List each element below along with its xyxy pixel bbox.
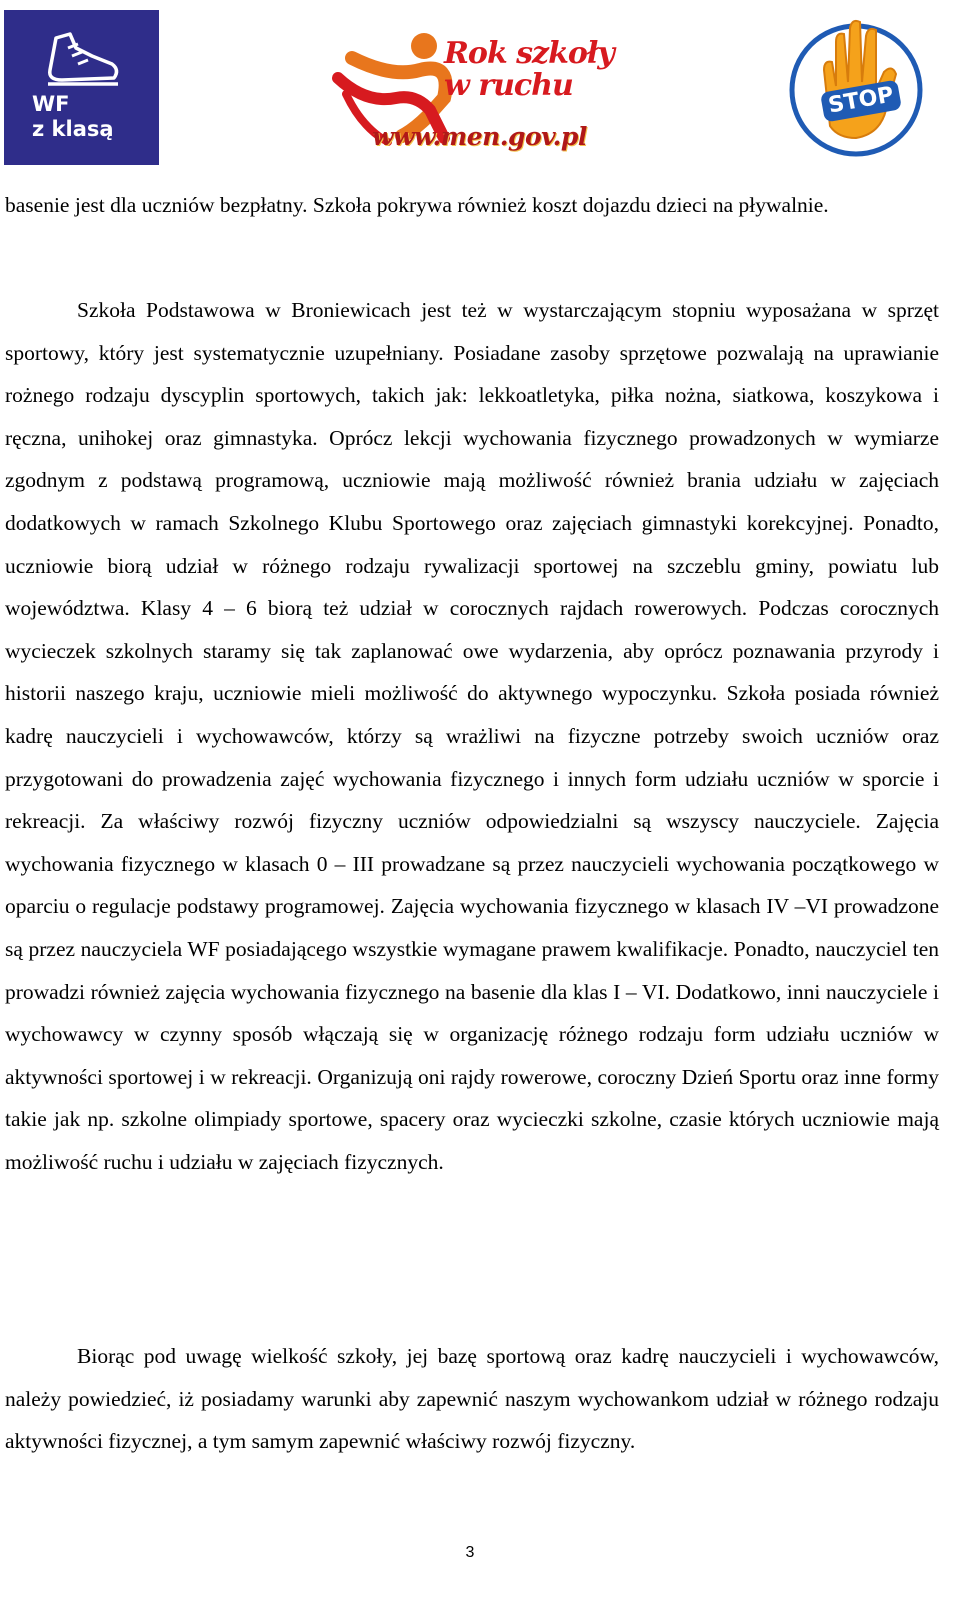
page-number: 3: [465, 1544, 475, 1561]
stop-hand-icon: [786, 6, 926, 166]
wf-logo-line2: z klasą: [32, 117, 114, 141]
wf-z-klasa-logo: [4, 10, 159, 165]
stop-word: STOP: [826, 82, 896, 119]
paragraph-conclusion: Biorąc pod uwagę wielkość szkoły, jej bazę sportową oraz kadrę nauczycieli i wychowawców, należy powiedzieć, iż posiadamy warunki aby zapewnić naszym wychowankom udział w różnego rodzaju aktywności fizycznej, a tym samym zapewnić właściwy rozwój fizyczny.: [5, 1344, 939, 1454]
rok-logo-url: www.men.gov.pl: [372, 122, 587, 151]
sneaker-icon: [42, 30, 122, 92]
stop-zwolnieniom-logo: [786, 6, 926, 166]
wf-logo-text: [32, 92, 142, 142]
wf-logo-line1: WF: [32, 92, 70, 116]
rok-szkoly-w-ruchu-logo: [332, 18, 622, 168]
paragraph-equipment: Szkoła Podstawowa w Broniewicach jest też w wystarczającym stopniu wyposażana w sprzęt sportowy, który jest systematycznie uzupełniany. Posiadane zasoby sprzętowe pozwalają na uprawianie rożnego rodzaju dyscyplin sportowych, takich jak: lekkoatletyka, piłka nożna, siatkowa, koszykowa i ręczna, unihokej oraz gimnastyka. Oprócz lekcji wychowania fizycznego prowadzonych w wymiarze zgodnym z podstawą programową, uczniowie mają możliwość również brania udziału w zajęciach dodatkowych w ramach Szkolnego Klubu Sportowego oraz zajęciach gimnastyki korekcyjnej. Ponadto, uczniowie biorą udział w różnego rodzaju rywalizacji sportowej na szczeblu gminy, powiatu lub województwa. Klasy 4 – 6 biorą też udział w corocznych rajdach rowerowych. Podczas corocznych wycieczek szkolnych staramy się tak zaplanować owe wydarzenia, aby oprócz poznawania przyrody i historii naszego kraju, uczniowie mieli możliwość do aktywnego wypoczynku. Szkoła posiada również kadrę nauczycieli i wychowawców, którzy są wrażliwi na fizyczne potrzeby swoich uczniów oraz przygotowani do prowadzenia zajęć wychowania fizycznego i innych form udziału uczniów w sporcie i rekreacji. Za właściwy rozwój fizyczny uczniów odpowiedzialni są wszyscy nauczyciele. Zajęcia wychowania fizycznego w klasach 0 – III prowadzane są przez nauczycieli wychowania początkowego w oparciu o regulacje podstawy programowej. Zajęcia wychowania fizycznego w klasach IV –VI prowadzone są przez nauczyciela WF posiadającego wszystkie wymagane prawem kwalifikacje. Ponadto, nauczyciel ten prowadzi również zajęcia wychowania fizycznego na basenie dla klas I – VI. Dodatkowo, inni nauczyciele i wychowawcy w czynny sposób włączają się w organizację różnego rodzaju form udziału uczniów w aktywności sportowej i w rekreacji. Organizują oni rajdy rowerowe, coroczny Dzień Sportu oraz inne formy takie jak np. szkolne olimpiady sportowe, spacery oraz wycieczki szkolne, czasie których uczniowie mają możliwość ruchu i udziału w zajęciach fizycznych.: [5, 298, 939, 1174]
paragraph-continuation: basenie jest dla uczniów bezpłatny. Szkoła pokrywa również koszt dojazdu dzieci na pływalnie.: [5, 193, 829, 217]
rok-logo-title: Rok szkoły w ruchu: [444, 36, 614, 103]
